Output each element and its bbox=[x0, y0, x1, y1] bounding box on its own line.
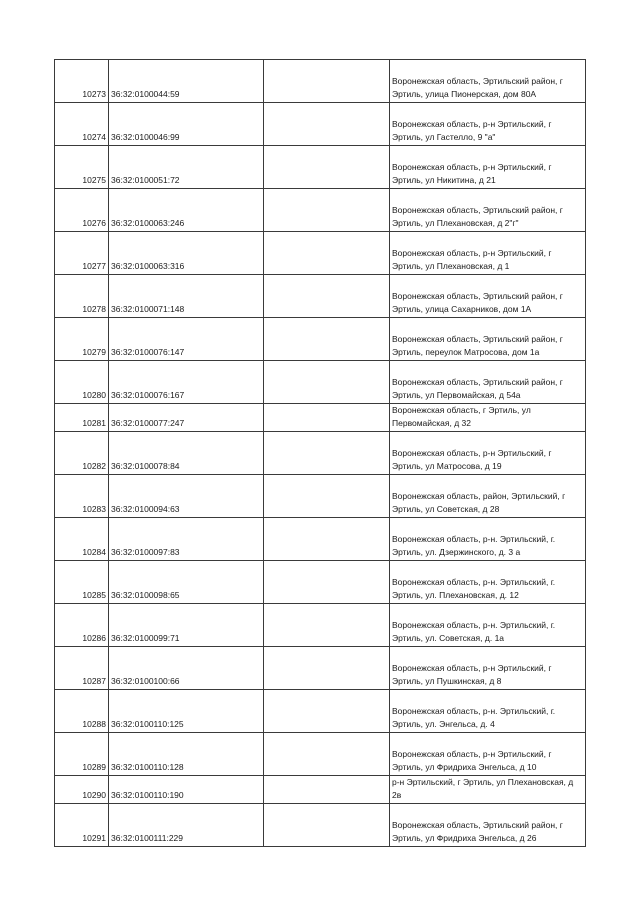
cadastral-number-cell: 36:32:0100110:125 bbox=[109, 690, 264, 733]
address-cell: Воронежская область, р-н Эртильский, г Эртиль, ул Фридриха Энгельса, д 10 bbox=[390, 733, 586, 776]
cadastral-number-cell: 36:32:0100094:63 bbox=[109, 475, 264, 518]
address-cell: Воронежская область, р-н. Эртильский, г. Эртиль, ул. Советская, д. 1а bbox=[390, 604, 586, 647]
record-number-cell: 10285 bbox=[55, 561, 109, 604]
record-number-cell: 10289 bbox=[55, 733, 109, 776]
record-number-cell: 10283 bbox=[55, 475, 109, 518]
empty-cell bbox=[264, 561, 390, 604]
record-number-cell: 10278 bbox=[55, 275, 109, 318]
address-cell: Воронежская область, Эртильский район, г Эртиль, переулок Матросова, дом 1а bbox=[390, 318, 586, 361]
address-cell: Воронежская область, р-н Эртильский, г Эртиль, ул Гастелло, 9 "а" bbox=[390, 103, 586, 146]
cadastral-number-cell: 36:32:0100071:148 bbox=[109, 275, 264, 318]
cadastral-number-cell: 36:32:0100110:128 bbox=[109, 733, 264, 776]
record-number-cell: 10273 bbox=[55, 60, 109, 103]
record-number-cell: 10277 bbox=[55, 232, 109, 275]
empty-cell bbox=[264, 776, 390, 804]
empty-cell bbox=[264, 361, 390, 404]
empty-cell bbox=[264, 318, 390, 361]
cadastral-number-cell: 36:32:0100076:147 bbox=[109, 318, 264, 361]
address-cell: Воронежская область, р-н Эртильский, г Эртиль, ул Плехановская, д 1 bbox=[390, 232, 586, 275]
cadastral-number-cell: 36:32:0100110:190 bbox=[109, 776, 264, 804]
cadastral-number-cell: 36:32:0100097:83 bbox=[109, 518, 264, 561]
table-row bbox=[55, 604, 586, 647]
empty-cell bbox=[264, 275, 390, 318]
address-cell: Воронежская область, р-н. Эртильский, г. Эртиль, ул. Дзержинского, д. 3 а bbox=[390, 518, 586, 561]
record-number-cell: 10290 bbox=[55, 776, 109, 804]
empty-cell bbox=[264, 690, 390, 733]
record-number-cell: 10291 bbox=[55, 804, 109, 847]
address-cell: Воронежская область, р-н. Эртильский, г. Эртиль, ул. Энгельса, д. 4 bbox=[390, 690, 586, 733]
record-number-cell: 10276 bbox=[55, 189, 109, 232]
cadastral-number-cell: 36:32:0100100:66 bbox=[109, 647, 264, 690]
table-row bbox=[55, 103, 586, 146]
records-table-body bbox=[55, 60, 586, 847]
table-row bbox=[55, 361, 586, 404]
cadastral-number-cell: 36:32:0100063:316 bbox=[109, 232, 264, 275]
table-row bbox=[55, 561, 586, 604]
record-number-cell: 10287 bbox=[55, 647, 109, 690]
address-cell: Воронежская область, Эртильский район, г Эртиль, ул Первомайская, д 54а bbox=[390, 361, 586, 404]
table-row bbox=[55, 318, 586, 361]
address-cell: Воронежская область, район, Эртильский, г Эртиль, ул Советская, д 28 bbox=[390, 475, 586, 518]
table-row bbox=[55, 189, 586, 232]
empty-cell bbox=[264, 804, 390, 847]
empty-cell bbox=[264, 103, 390, 146]
records-table bbox=[54, 59, 586, 847]
address-cell: Воронежская область, г Эртиль, ул Первомайская, д 32 bbox=[390, 404, 586, 432]
address-cell: Воронежская область, Эртильский район, г Эртиль, ул Фридриха Энгельса, д 26 bbox=[390, 804, 586, 847]
address-cell: Воронежская область, р-н Эртильский, г Эртиль, ул Матросова, д 19 bbox=[390, 432, 586, 475]
table-row bbox=[55, 518, 586, 561]
table-row bbox=[55, 475, 586, 518]
record-number-cell: 10286 bbox=[55, 604, 109, 647]
table-row bbox=[55, 404, 586, 432]
record-number-cell: 10281 bbox=[55, 404, 109, 432]
empty-cell bbox=[264, 189, 390, 232]
record-number-cell: 10282 bbox=[55, 432, 109, 475]
empty-cell bbox=[264, 146, 390, 189]
address-cell: Воронежская область, р-н Эртильский, г Эртиль, ул Никитина, д 21 bbox=[390, 146, 586, 189]
address-cell: Воронежская область, р-н Эртильский, г Эртиль, ул Пушкинская, д 8 bbox=[390, 647, 586, 690]
cadastral-number-cell: 36:32:0100063:246 bbox=[109, 189, 264, 232]
cadastral-number-cell: 36:32:0100111:229 bbox=[109, 804, 264, 847]
record-number-cell: 10274 bbox=[55, 103, 109, 146]
table-row bbox=[55, 776, 586, 804]
table-row bbox=[55, 647, 586, 690]
cadastral-number-cell: 36:32:0100051:72 bbox=[109, 146, 264, 189]
empty-cell bbox=[264, 232, 390, 275]
record-number-cell: 10275 bbox=[55, 146, 109, 189]
address-cell: Воронежская область, Эртильский район, г Эртиль, улица Сахарников, дом 1А bbox=[390, 275, 586, 318]
table-row bbox=[55, 275, 586, 318]
cadastral-number-cell: 36:32:0100098:65 bbox=[109, 561, 264, 604]
table-row bbox=[55, 232, 586, 275]
table-row bbox=[55, 432, 586, 475]
cadastral-number-cell: 36:32:0100044:59 bbox=[109, 60, 264, 103]
record-number-cell: 10280 bbox=[55, 361, 109, 404]
cadastral-number-cell: 36:32:0100078:84 bbox=[109, 432, 264, 475]
table-row bbox=[55, 146, 586, 189]
empty-cell bbox=[264, 432, 390, 475]
record-number-cell: 10279 bbox=[55, 318, 109, 361]
table-row bbox=[55, 804, 586, 847]
address-cell: Воронежская область, Эртильский район, г Эртиль, улица Пионерская, дом 80А bbox=[390, 60, 586, 103]
table-row bbox=[55, 60, 586, 103]
cadastral-number-cell: 36:32:0100046:99 bbox=[109, 103, 264, 146]
cadastral-number-cell: 36:32:0100077:247 bbox=[109, 404, 264, 432]
record-number-cell: 10288 bbox=[55, 690, 109, 733]
empty-cell bbox=[264, 647, 390, 690]
cadastral-number-cell: 36:32:0100099:71 bbox=[109, 604, 264, 647]
empty-cell bbox=[264, 604, 390, 647]
record-number-cell: 10284 bbox=[55, 518, 109, 561]
table-row bbox=[55, 733, 586, 776]
empty-cell bbox=[264, 404, 390, 432]
empty-cell bbox=[264, 475, 390, 518]
table-row bbox=[55, 690, 586, 733]
address-cell: р-н Эртильский, г Эртиль, ул Плехановская, д 2в bbox=[390, 776, 586, 804]
empty-cell bbox=[264, 733, 390, 776]
empty-cell bbox=[264, 60, 390, 103]
address-cell: Воронежская область, р-н. Эртильский, г. Эртиль, ул. Плехановская, д. 12 bbox=[390, 561, 586, 604]
empty-cell bbox=[264, 518, 390, 561]
address-cell: Воронежская область, Эртильский район, г Эртиль, ул Плехановская, д 2"г" bbox=[390, 189, 586, 232]
cadastral-number-cell: 36:32:0100076:167 bbox=[109, 361, 264, 404]
